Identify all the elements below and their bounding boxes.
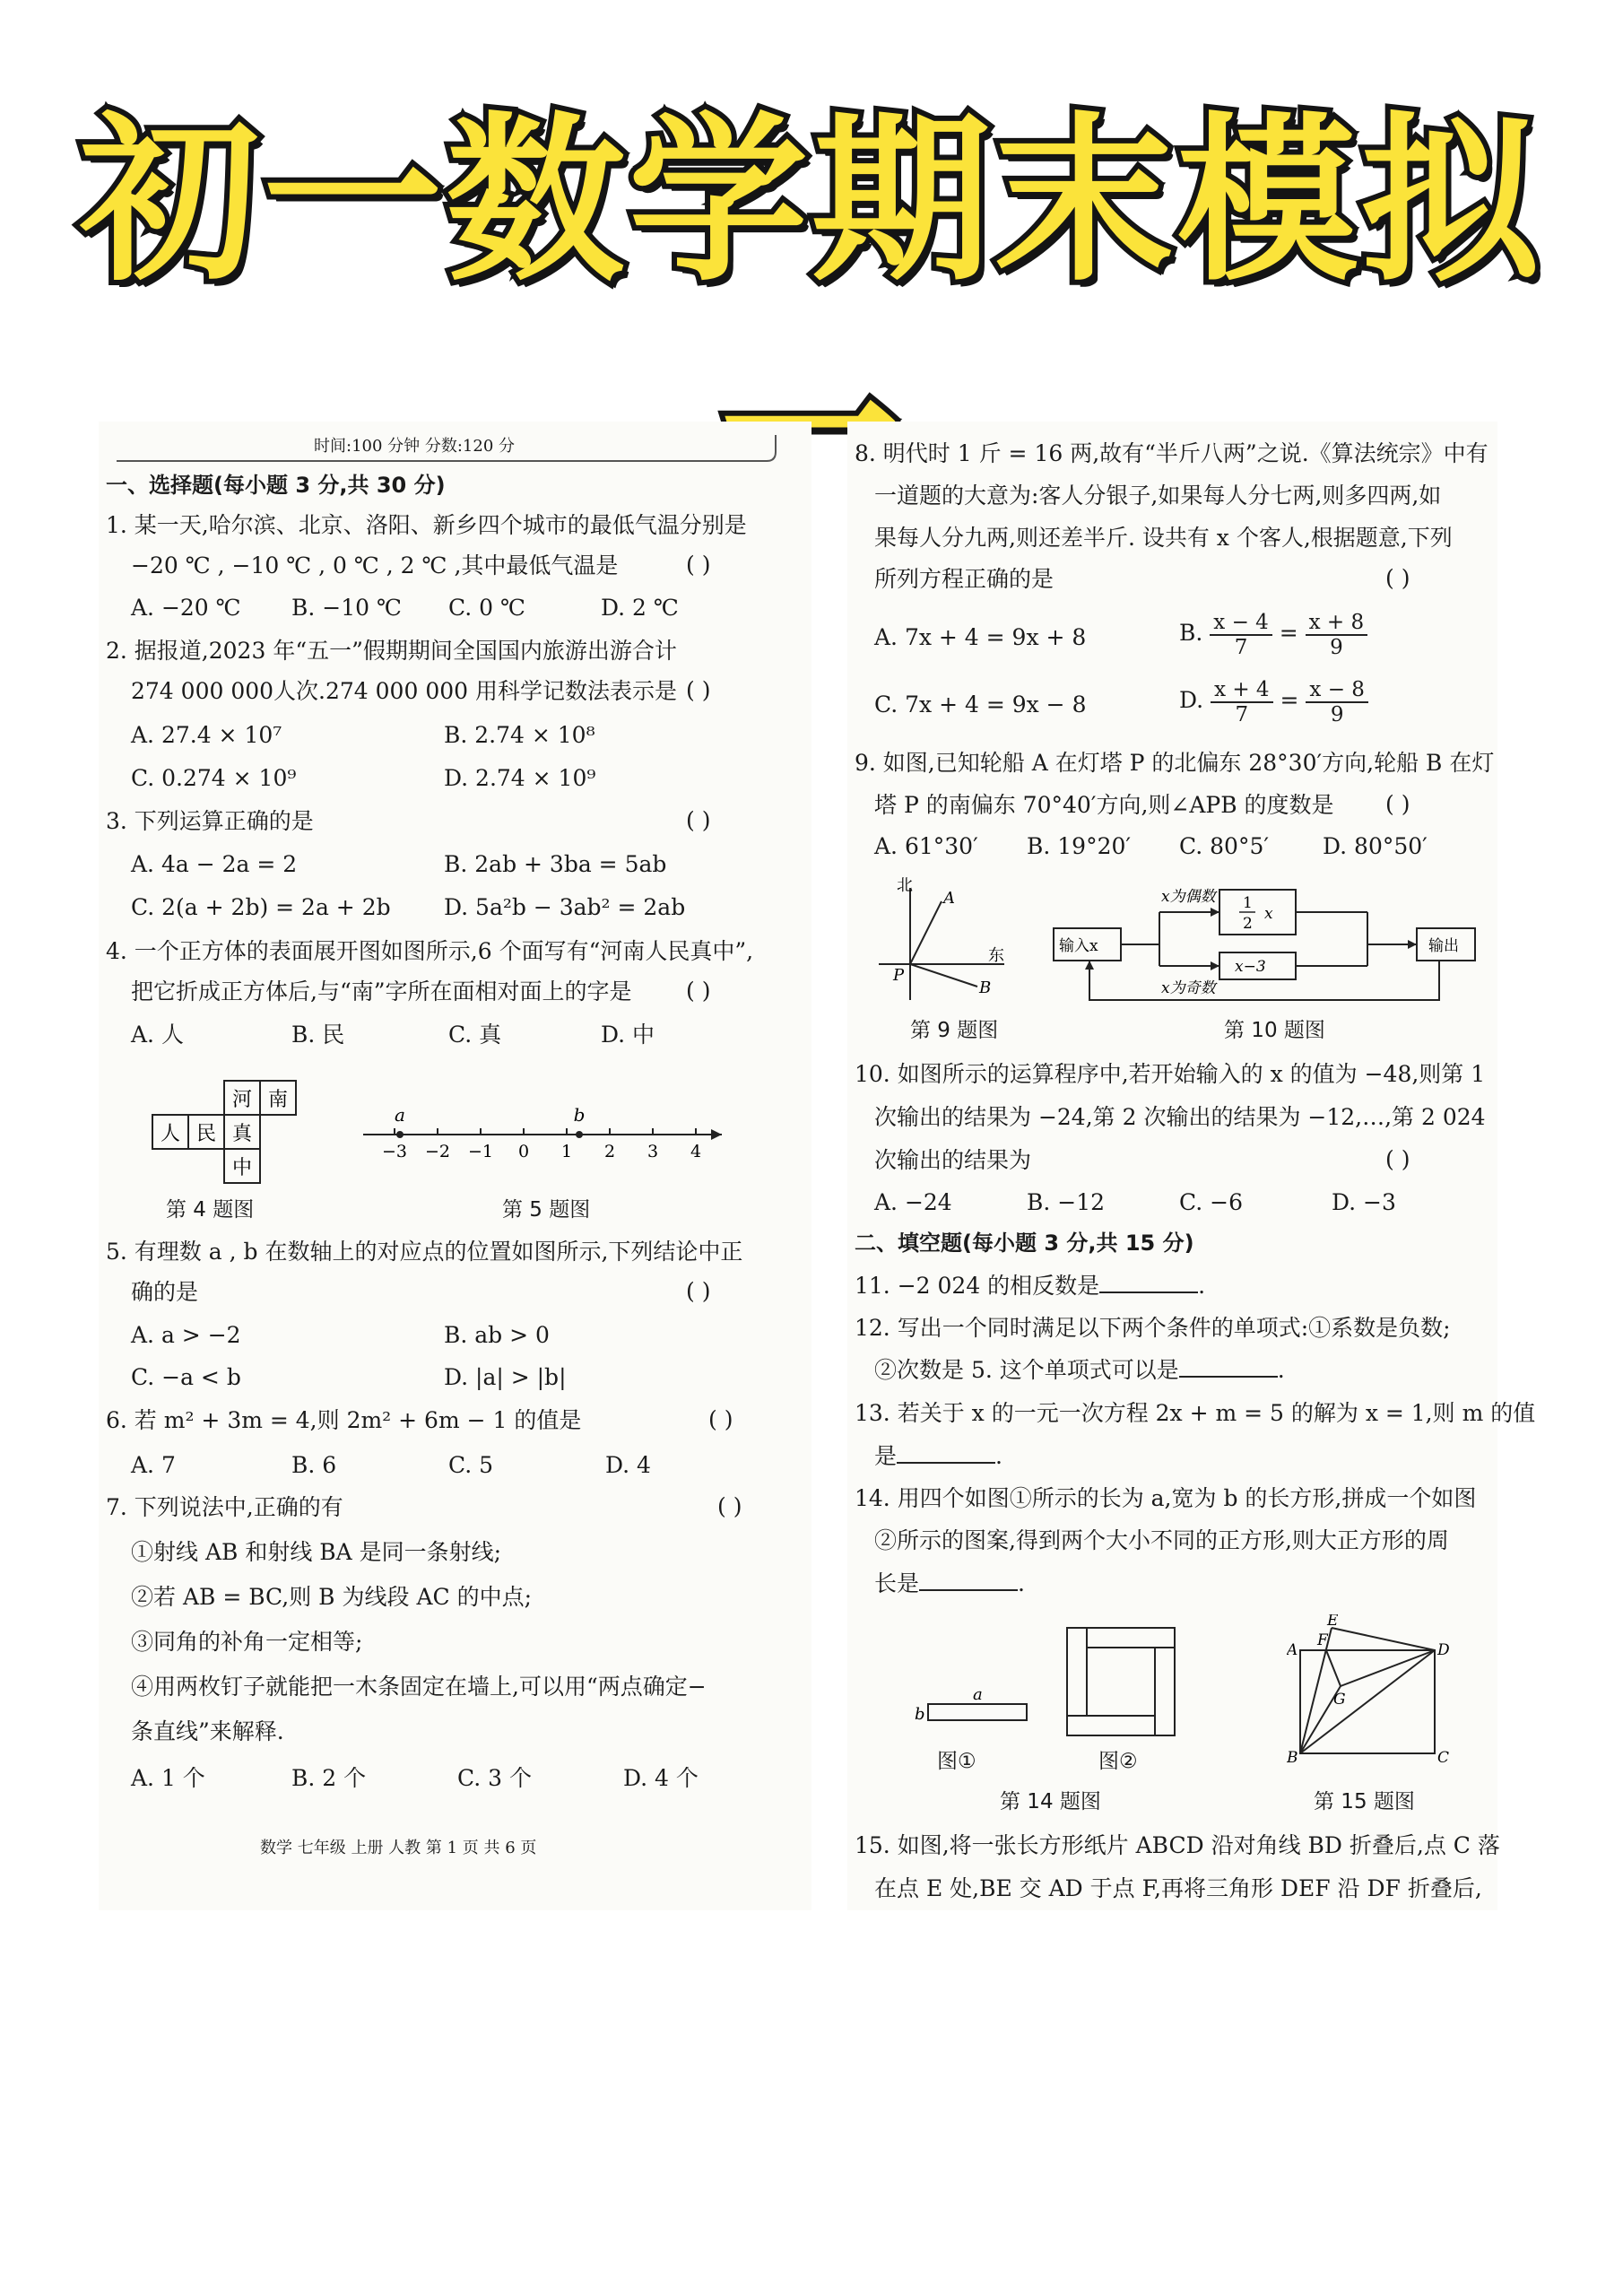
option-a: A. 1 个 — [131, 1765, 205, 1791]
compass-figure — [870, 874, 1022, 1009]
question-10-text: 10. 如图所示的运算程序中,若开始输入的 x 的值为 −48,则第 1 — [855, 1061, 1486, 1087]
question-8-text: 果每人分九两,则还差半斤. 设共有 x 个客人,根据题意,下列 — [874, 525, 1453, 551]
option-b: B. 19°20′ — [1027, 833, 1132, 859]
option-b: B. 2ab + 3ba = 5ab — [444, 851, 667, 877]
exam-info: 时间:100 分钟 分数:120 分 — [314, 437, 516, 456]
option-a: A. 61°30′ — [874, 833, 978, 859]
flowchart-figure — [1045, 879, 1493, 1013]
option-c: C. 3 个 — [457, 1765, 532, 1791]
point-c-label: C — [1437, 1749, 1450, 1767]
option-c: C. −6 — [1179, 1189, 1243, 1215]
point-g-label: G — [1333, 1691, 1346, 1709]
question-1-text: −20 ℃ , −10 ℃ , 0 ℃ , 2 ℃ ,其中最低气温是 — [131, 552, 619, 578]
banner-title: 初一数学期末模拟 — [79, 97, 1543, 306]
tick-label: 0 — [517, 1142, 530, 1161]
half-numerator: 1 — [1243, 894, 1253, 912]
option-c: C. 80°5′ — [1179, 833, 1270, 859]
statement: ②若 AB = BC,则 B 为线段 AC 的中点; — [131, 1584, 532, 1610]
question-14-text: 长是 . — [874, 1570, 1025, 1596]
question-3-text: 3. 下列运算正确的是 — [106, 808, 314, 834]
option-d: D. 中 — [601, 1022, 655, 1048]
square-pattern-figure — [1058, 1623, 1184, 1740]
question-12-text: 12. 写出一个同时满足以下两个条件的单项式:①系数是负数; — [855, 1315, 1451, 1341]
section-title: 二、填空题(每小题 3 分,共 15 分) — [855, 1231, 1194, 1256]
net-cell-zhong: 中 — [231, 1157, 253, 1179]
figure-caption: 第 5 题图 — [502, 1198, 591, 1222]
fraction: $\frac{x + 8}{9}$ — [1306, 611, 1368, 659]
option-c: C. 7x + 4 = 9x − 8 — [874, 691, 1087, 718]
question-13-text: 13. 若关于 x 的一元一次方程 2x + m = 5 的解为 x = 1,则 m 的值 — [855, 1400, 1536, 1426]
figure-caption: 第 14 题图 — [1000, 1790, 1101, 1813]
question-8-text: 所列方程正确的是 — [874, 566, 1055, 592]
width-label: b — [915, 1705, 925, 1724]
tick-label: −3 — [381, 1142, 408, 1161]
option-d: D. −3 — [1332, 1189, 1396, 1215]
tick-label: −2 — [424, 1142, 451, 1161]
point-e-label: E — [1327, 1614, 1339, 1630]
option-c: C. 0 ℃ — [448, 595, 525, 621]
option-a: A. 4a − 2a = 2 — [131, 851, 298, 877]
statement: ③同角的补角一定相等; — [131, 1629, 363, 1655]
tick-label: 4 — [690, 1142, 702, 1161]
half-variable: x — [1264, 905, 1273, 923]
option-d: D. |a| > |b| — [444, 1364, 567, 1390]
question-2-text: 274 000 000人次.274 000 000 用科学记数法表示是 — [131, 678, 677, 704]
answer-blank[interactable] — [919, 1589, 1018, 1591]
option-a: A. a > −2 — [131, 1322, 241, 1348]
answer-blank[interactable] — [1099, 1292, 1198, 1293]
figure-label: 图② — [1098, 1750, 1138, 1773]
point-a-label: A — [943, 889, 955, 908]
answer-paren: ( ) — [1385, 1146, 1410, 1172]
answer-paren: ( ) — [717, 1493, 742, 1519]
net-cell-ren: 人 — [160, 1123, 181, 1145]
point-d-label: D — [1437, 1641, 1450, 1659]
option-d — [1179, 675, 1368, 726]
option-c: C. −a < b — [131, 1364, 241, 1390]
question-10-text: 次输出的结果为 — [874, 1147, 1032, 1173]
option-c: C. 0.274 × 10⁹ — [131, 765, 297, 791]
folded-rectangle-figure — [1287, 1614, 1457, 1767]
answer-paren: ( ) — [686, 978, 711, 1004]
figure-caption: 第 4 题图 — [166, 1198, 255, 1222]
option-d: D. 80°50′ — [1323, 833, 1428, 859]
question-8-text: 一道题的大意为:客人分银子,如果每人分七两,则多四两,如 — [874, 483, 1442, 509]
option-c: C. 2(a + 2b) = 2a + 2b — [131, 894, 391, 920]
tick-label: 3 — [647, 1142, 659, 1161]
statement: ①射线 AB 和射线 BA 是同一条射线; — [131, 1539, 502, 1565]
option-a: A. −20 ℃ — [131, 595, 241, 621]
statement: ④用两枚钉子就能把一木条固定在墙上,可以用“两点确定− — [131, 1674, 707, 1700]
fraction: $\frac{x - 4}{7}$ — [1210, 611, 1272, 659]
fraction: $\frac{x + 4}{7}$ — [1211, 678, 1273, 726]
question-11-text: 11. −2 024 的相反数是 . — [855, 1273, 1206, 1299]
question-6-text: 6. 若 m² + 3m = 4,则 2m² + 6m − 1 的值是 — [106, 1407, 582, 1433]
number-line-figure — [359, 1094, 735, 1175]
tick-label: 2 — [603, 1142, 616, 1161]
page-footer: 数学 七年级 上册 人教 第 1 页 共 6 页 — [260, 1839, 537, 1857]
odd-branch-label: x为奇数 — [1161, 979, 1216, 997]
point-a-label: A — [1287, 1641, 1298, 1659]
north-label: 北 — [897, 876, 913, 895]
statement: 条直线”来解释. — [131, 1718, 284, 1744]
question-10-text: 次输出的结果为 −24,第 2 次输出的结果为 −12,…,第 2 024 — [874, 1104, 1486, 1130]
question-2-text: 2. 据报道,2023 年“五一”假期期间全国国内旅游出游合计 — [106, 638, 677, 664]
question-13-text: 是 . — [874, 1443, 1002, 1469]
question-12-text: ②次数是 5. 这个单项式可以是 . — [874, 1357, 1285, 1383]
question-5-text: 确的是 — [131, 1279, 199, 1305]
option-c: C. 真 — [448, 1022, 502, 1048]
banner — [0, 85, 1623, 318]
point-p-label: P — [893, 966, 905, 985]
answer-paren: ( ) — [686, 1278, 711, 1304]
minus-three-label: x−3 — [1235, 958, 1266, 976]
tick-label: −1 — [467, 1142, 494, 1161]
point-a-label: a — [395, 1104, 405, 1126]
question-9-text: 塔 P 的南偏东 70°40′方向,则∠APB 的度数是 — [874, 792, 1334, 818]
question-5-text: 5. 有理数 a , b 在数轴上的对应点的位置如图所示,下列结论中正 — [106, 1239, 743, 1265]
option-b: B. 6 — [291, 1452, 337, 1478]
half-denominator: 2 — [1243, 915, 1253, 933]
question-14-text: 14. 用四个如图①所示的长为 a,宽为 b 的长方形,拼成一个如图 — [855, 1485, 1477, 1511]
option-a: A. 27.4 × 10⁷ — [131, 722, 282, 748]
question-15-text: 在点 E 处,BE 交 AD 于点 F,再将三角形 DEF 沿 DF 折叠后, — [874, 1875, 1482, 1901]
answer-blank[interactable] — [897, 1462, 995, 1464]
answer-paren: ( ) — [1385, 565, 1410, 591]
length-label: a — [973, 1685, 983, 1704]
output-box-label: 输出 — [1428, 937, 1459, 955]
option-b: B. 2.74 × 10⁸ — [444, 722, 595, 748]
option-c: C. 5 — [448, 1452, 494, 1478]
question-1-text: 1. 某一天,哈尔滨、北京、洛阳、新乡四个城市的最低气温分别是 — [106, 512, 747, 538]
net-cell-he: 河 — [231, 1089, 253, 1111]
option-a: A. 人 — [131, 1022, 184, 1048]
point-b-label: B — [979, 978, 992, 997]
question-4-text: 把它折成正方体后,与“南”字所在面相对面上的字是 — [131, 978, 632, 1004]
option-b: B. 2 个 — [291, 1765, 367, 1791]
figure-label: 图① — [937, 1750, 976, 1773]
option-d: D. 2 ℃ — [601, 595, 679, 621]
rectangle-figure-1 — [910, 1682, 1036, 1735]
answer-paren: ( ) — [686, 552, 711, 578]
equals-sign: = — [1279, 620, 1298, 646]
net-cell-zhen: 真 — [231, 1123, 253, 1145]
option-d: D. 4 个 — [623, 1765, 699, 1791]
question-8-text: 8. 明代时 1 斤 = 16 两,故有“半斤八两”之说.《算法统宗》中有 — [855, 440, 1488, 466]
tick-label: 1 — [560, 1142, 573, 1161]
option-b: B. −12 — [1027, 1189, 1106, 1215]
answer-paren: ( ) — [686, 807, 711, 833]
east-label: 东 — [988, 946, 1004, 965]
point-b-label: b — [573, 1104, 586, 1126]
point-b-label: B — [1287, 1749, 1298, 1767]
option-a: A. 7x + 4 = 9x + 8 — [874, 624, 1087, 650]
answer-paren: ( ) — [1385, 791, 1410, 817]
option-a: A. 7 — [131, 1452, 176, 1478]
question-7-text: 7. 下列说法中,正确的有 — [106, 1494, 343, 1520]
option-b-label: B. — [1179, 620, 1203, 646]
question-9-text: 9. 如图,已知轮船 A 在灯塔 P 的北偏东 28°30′方向,轮船 B 在灯 — [855, 750, 1495, 776]
net-cell-min: 民 — [195, 1123, 217, 1145]
option-b — [1179, 608, 1367, 659]
option-b: B. 民 — [291, 1022, 345, 1048]
option-d: D. 4 — [605, 1452, 651, 1478]
answer-blank[interactable] — [1179, 1376, 1278, 1378]
question-4-text: 4. 一个正方体的表面展开图如图所示,6 个面写有“河南人民真中”, — [106, 938, 754, 964]
answer-paren: ( ) — [686, 677, 711, 703]
figure-caption: 第 15 题图 — [1314, 1790, 1415, 1813]
input-box-label: 输入x — [1059, 937, 1098, 955]
exam-page-left — [99, 422, 812, 1910]
equals-sign: = — [1280, 687, 1299, 713]
option-b: B. −10 ℃ — [291, 595, 402, 621]
question-15-text: 15. 如图,将一张长方形纸片 ABCD 沿对角线 BD 折叠后,点 C 落 — [855, 1832, 1500, 1858]
section-title: 一、选择题(每小题 3 分,共 30 分) — [106, 473, 446, 498]
option-a: A. −24 — [874, 1189, 952, 1215]
figure-caption: 第 9 题图 — [910, 1019, 999, 1042]
figure-caption: 第 10 题图 — [1224, 1019, 1325, 1042]
question-14-text: ②所示的图案,得到两个大小不同的正方形,则大正方形的周 — [874, 1527, 1449, 1553]
fraction: $\frac{x - 8}{9}$ — [1306, 678, 1368, 726]
option-d-label: D. — [1179, 687, 1204, 713]
option-d: D. 5a²b − 3ab² = 2ab — [444, 894, 686, 920]
net-cell-nan: 南 — [267, 1089, 289, 1111]
exam-page-right — [847, 422, 1536, 1910]
answer-paren: ( ) — [708, 1406, 733, 1432]
option-d: D. 2.74 × 10⁹ — [444, 765, 596, 791]
point-f-label: F — [1317, 1631, 1328, 1649]
even-branch-label: x为偶数 — [1161, 888, 1216, 906]
option-b: B. ab > 0 — [444, 1322, 550, 1348]
